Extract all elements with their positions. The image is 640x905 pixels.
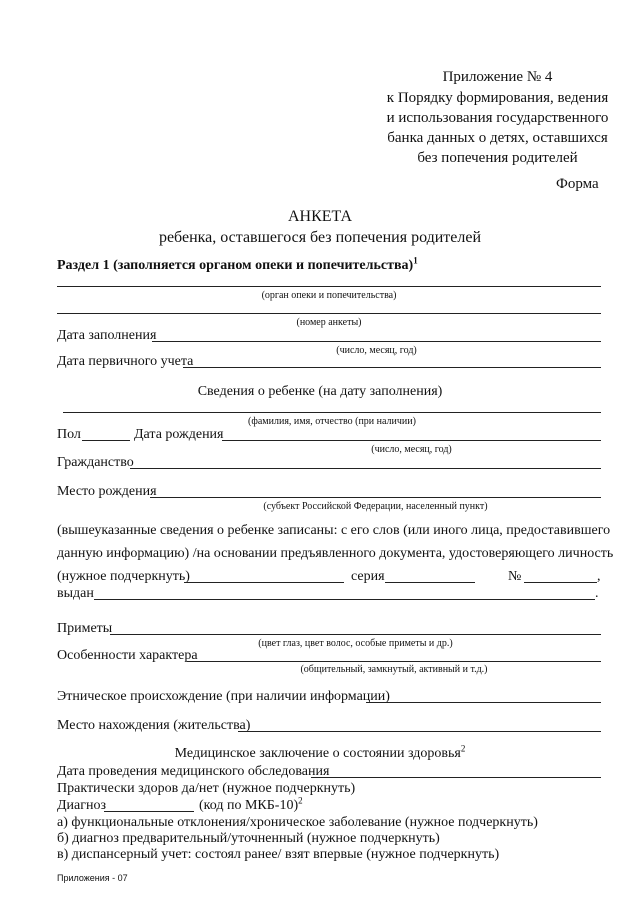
diagnosis-label: Диагноз xyxy=(57,798,107,813)
series-label: серия xyxy=(351,569,385,584)
diagnosis-line[interactable] xyxy=(104,811,194,812)
location-line[interactable] xyxy=(238,731,601,732)
caption-signs: (цвет глаз, цвет волос, особые приметы и др.) xyxy=(258,638,453,649)
caption-number: (номер анкеты) xyxy=(296,317,362,328)
appendix-line-3: и использования государственного xyxy=(386,110,609,126)
item-a: а) функциональные отклонения/хроническое заболевание (нужное подчеркнуть) xyxy=(57,815,538,830)
location-label: Место нахождения (жительства) xyxy=(57,718,251,733)
exam-date-label: Дата проведения медицинского обследования xyxy=(57,764,330,779)
issued-label: выдан xyxy=(57,586,94,601)
appendix-line-2: к Порядку формирования, ведения xyxy=(386,90,609,106)
number-line[interactable] xyxy=(57,313,601,314)
footnote-ref: 2 xyxy=(460,743,466,754)
recorded-line-3: (нужное подчеркнуть) xyxy=(57,569,190,584)
period: . xyxy=(595,586,599,601)
birth-date-line[interactable] xyxy=(222,440,601,441)
section-heading xyxy=(57,255,418,274)
number-sign: № xyxy=(508,569,522,584)
first-record-label: Дата первичного учета xyxy=(57,354,194,369)
first-record-line[interactable] xyxy=(183,367,601,368)
series-line[interactable] xyxy=(385,582,475,583)
birthplace-label: Место рождения xyxy=(57,484,157,499)
medical-heading xyxy=(0,743,640,762)
diagnosis-code-text: (код по МКБ-10) xyxy=(199,798,299,813)
recorded-line-2: данную информацию) /на основании предъявленного документа, удостоверяющего личность xyxy=(57,546,614,561)
appendix-line-1: Приложение № 4 xyxy=(442,69,553,85)
item-c: в) диспансерный учет: состоял ранее/ взят впервые (нужное подчеркнуть) xyxy=(57,847,500,862)
comma: , xyxy=(597,569,601,584)
issued-line[interactable] xyxy=(94,599,595,600)
document-line[interactable] xyxy=(184,582,344,583)
birth-date-label: Дата рождения xyxy=(134,427,224,442)
healthy-label: Практически здоров да/нет (нужное подчеркнуть) xyxy=(57,781,356,796)
appendix-line-5: без попечения родителей xyxy=(417,150,578,166)
appendix-line-4: банка данных о детях, оставшихся xyxy=(387,130,608,146)
character-label: Особенности характера xyxy=(57,648,198,663)
character-line[interactable] xyxy=(187,661,601,662)
organ-line[interactable] xyxy=(57,286,601,287)
sex-label: Пол xyxy=(57,427,81,442)
recorded-line-1: (вышеуказанные сведения о ребенке записаны: с его слов (или иного лица, предоставившего xyxy=(57,523,611,538)
caption-date-2: (число, месяц, год) xyxy=(371,444,452,455)
footnote-ref: 2 xyxy=(298,795,303,806)
citizenship-label: Гражданство xyxy=(57,455,134,470)
doc-number-line[interactable] xyxy=(524,582,597,583)
fill-date-label: Дата заполнения xyxy=(57,328,157,343)
caption-date-1: (число, месяц, год) xyxy=(336,345,417,356)
citizenship-line[interactable] xyxy=(130,468,601,469)
caption-organ: (орган опеки и попечительства) xyxy=(261,290,397,301)
signs-line[interactable] xyxy=(110,634,601,635)
form-label: Форма xyxy=(556,176,599,192)
page-footer: Приложения - 07 xyxy=(57,873,128,883)
caption-fio: (фамилия, имя, отчество (при наличии) xyxy=(248,416,416,427)
caption-birthplace: (субъект Российской Федерации, населенный пункт) xyxy=(263,501,488,512)
section-heading-text: Раздел 1 (заполняется органом опеки и попечительства) xyxy=(57,258,414,273)
fill-date-line[interactable] xyxy=(152,341,601,342)
page-subtitle: ребенка, оставшегося без попечения родителей xyxy=(158,229,482,246)
diagnosis-code xyxy=(199,795,303,814)
ethnic-label: Этническое происхождение (при наличии информации) xyxy=(57,689,390,704)
page-title: АНКЕТА xyxy=(287,208,353,225)
exam-date-line[interactable] xyxy=(311,777,601,778)
medical-heading-text: Медицинское заключение о состоянии здоровья xyxy=(174,746,461,761)
footnote-ref: 1 xyxy=(413,255,418,266)
sex-line[interactable] xyxy=(82,440,130,441)
child-info-heading: Сведения о ребенке (на дату заполнения) xyxy=(197,384,443,399)
fio-line[interactable] xyxy=(63,412,601,413)
item-b: б) диагноз предварительный/уточненный (нужное подчеркнуть) xyxy=(57,831,440,846)
birthplace-line[interactable] xyxy=(150,497,601,498)
caption-character: (общительный, замкнутый, активный и т.д.) xyxy=(300,664,488,675)
ethnic-line[interactable] xyxy=(366,702,601,703)
signs-label: Приметы xyxy=(57,621,113,636)
